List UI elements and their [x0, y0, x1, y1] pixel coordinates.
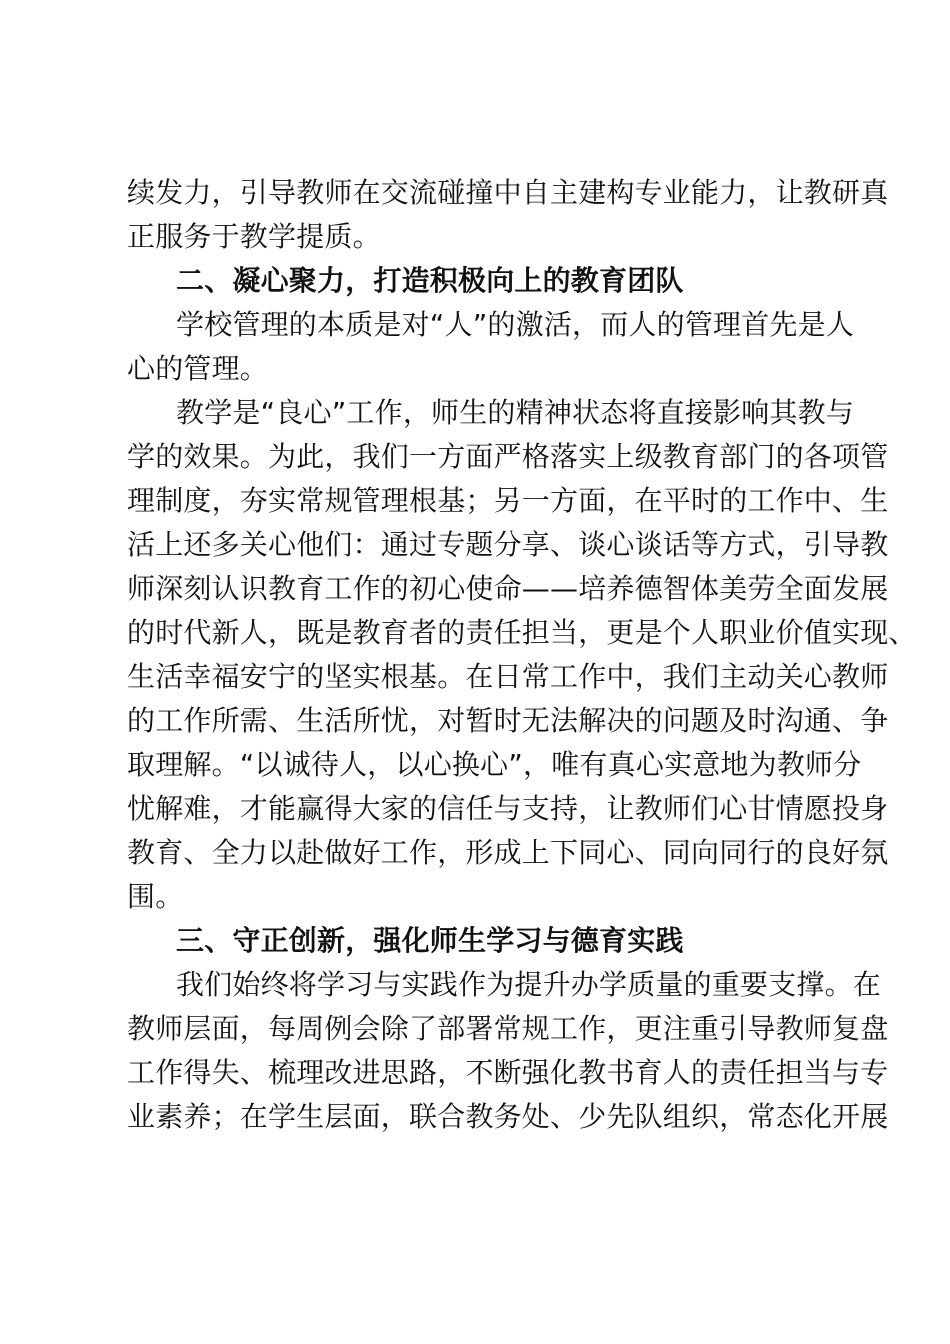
section-heading-2: 二、凝心聚力，打造积极向上的教育团队 [176, 264, 684, 297]
body-text-line: 工作得失、梳理改进思路，不断强化教书育人的责任担当与专 [127, 1056, 889, 1089]
body-text-line: 续发力，引导教师在交流碰撞中自主建构专业能力，让教研真 [127, 176, 889, 209]
body-text-line: 正服务于教学提质。 [127, 220, 381, 253]
body-text-line: 理制度，夯实常规管理根基；另一方面，在平时的工作中、生 [127, 484, 889, 517]
body-text-line: 师深刻认识教育工作的初心使命——培养德智体美劳全面发展 [127, 572, 889, 605]
body-text-line: 学的效果。为此，我们一方面严格落实上级教育部门的各项管 [127, 440, 889, 473]
body-text-line: 的工作所需、生活所忧，对暂时无法解决的问题及时沟通、争 [127, 704, 889, 737]
body-text-line: 的时代新人，既是教育者的责任担当，更是个人职业价值实现、 [127, 616, 917, 649]
body-text-line: 忧解难，才能赢得大家的信任与支持，让教师们心甘情愿投身 [127, 792, 889, 825]
body-text-line: 活上还多关心他们：通过专题分享、谈心谈话等方式，引导教 [127, 528, 889, 561]
body-text-line: 心的管理。 [127, 352, 269, 385]
body-text-line: 取理解。“以诚待人，以心换心”，唯有真心实意地为教师分 [127, 748, 862, 781]
body-text-line: 我们始终将学习与实践作为提升办学质量的重要支撑。在 [176, 968, 882, 1001]
body-text-line: 学校管理的本质是对“人”的激活，而人的管理首先是人 [176, 308, 855, 341]
body-text-line: 业素养；在学生层面，联合教务处、少先队组织，常态化开展 [127, 1100, 889, 1133]
body-text-line: 教师层面，每周例会除了部署常规工作，更注重引导教师复盘 [127, 1012, 889, 1045]
body-text-line: 生活幸福安宁的坚实根基。在日常工作中，我们主动关心教师 [127, 660, 889, 693]
body-text-line: 围。 [127, 880, 184, 913]
body-text-line: 教育、全力以赴做好工作，形成上下同心、同向同行的良好氛 [127, 836, 889, 869]
body-text-line: 教学是“良心”工作，师生的精神状态将直接影响其教与 [176, 396, 855, 429]
section-heading-3: 三、守正创新，强化师生学习与德育实践 [176, 924, 684, 957]
